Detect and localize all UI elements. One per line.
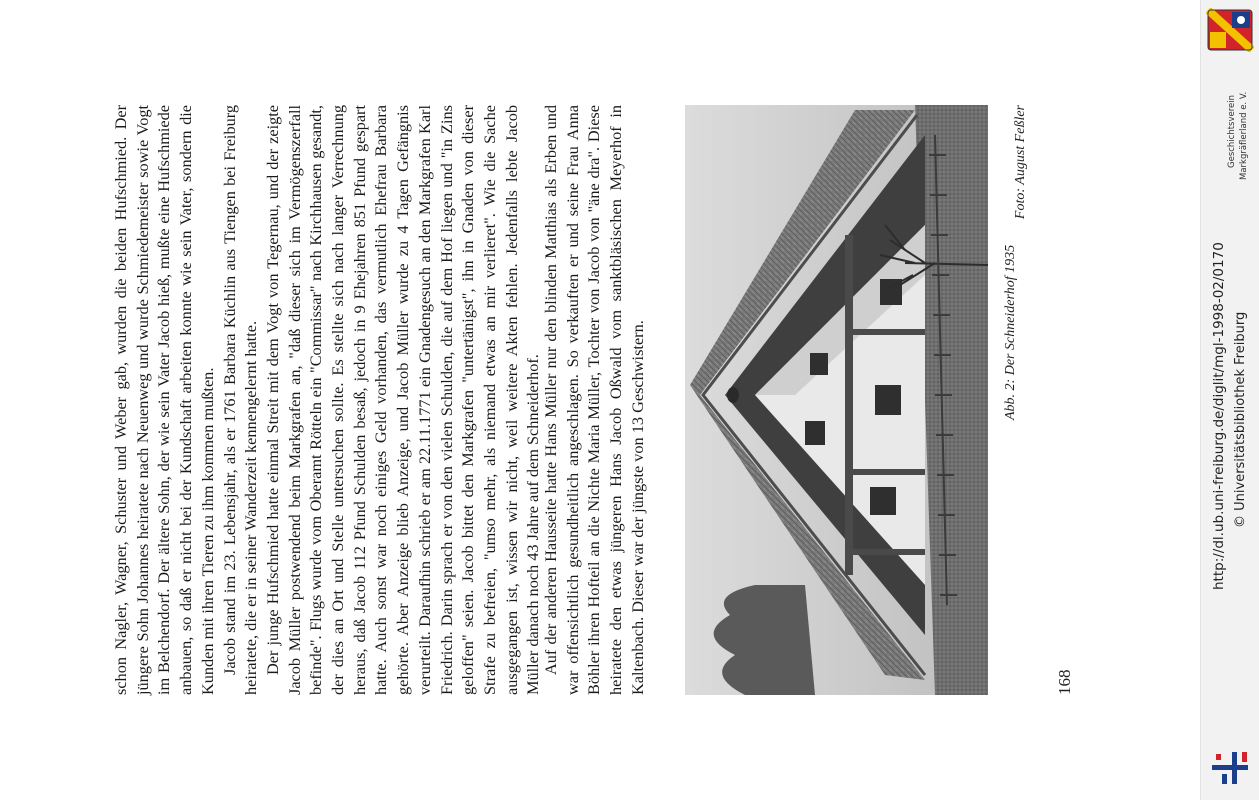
page-number: 168 xyxy=(1055,669,1074,695)
farmhouse-photo-image xyxy=(685,105,988,695)
body-text-column-top xyxy=(110,105,544,695)
viewer-sidebar xyxy=(1200,0,1259,800)
figure-caption: Abb. 2: Der Schneiderhof 1935 xyxy=(1003,244,1018,420)
paragraph-2: Jacob stand im 23. Lebensjahr, als er 1761 Barbara Küchlin aus Tiengen bei Freiburg heiratete, die er in seiner Wanderzeit kennengelernt hatte. xyxy=(219,105,261,695)
society-name-line2: Markgräflerland e. V. xyxy=(1239,91,1249,180)
figure-caption-area xyxy=(995,105,1035,695)
document-url-link[interactable]: http://dl.ub.uni-freiburg.de/diglit/mgl-1998-02/0170 xyxy=(1211,242,1227,590)
society-name-line1: Geschichtsverein xyxy=(1227,94,1237,168)
farmhouse-photo xyxy=(685,105,988,695)
society-crest-icon xyxy=(1206,8,1254,52)
paragraph-1: schon Nagler, Wagner, Schuster und Weber gab, wurden die beiden Hufschmied. Der jüngere Sohn Johannes heiratete nach Neuenweg und wurde Schmiedemeister sowie Vogt im Belchendorf. Der ältere Sohn, der wie sein Vater Jacob hieß, mußte eine Hufschmiede anbauen, so daß er nicht bei der Kundschaft arbeiten konnte wie sein Vater, sondern die Kunden mit ihren Tieren zu ihm kommen mußten. xyxy=(111,105,217,695)
photo-credit: Foto: August Feßler xyxy=(1013,105,1028,220)
ub-freiburg-logo-icon xyxy=(1208,748,1252,788)
sidebar-rotated-text xyxy=(1201,0,1259,800)
paragraph-4: Auf der anderen Hausseite hatte Hans Müller nur den blinden Matthias als Erben und war offensichtlich gesundheitlich angeschlagen. So verkauften er und seine Frau Anna Böhler ihren Hofteil an die Nichte Maria Müller, Tochter von Jacob von "äne dra". Diese heiratete den etwas jüngeren Hans Jacob Oßwald vom sanktbläsischen Meyerhof in Kaltenbach. Dieser war der jüngste von 13 Geschwistern. xyxy=(541,105,647,695)
copyright-notice: © Universitätsbibliothek Freiburg xyxy=(1233,311,1248,528)
paragraph-3: Der junge Hufschmied hatte einmal Streit mit dem Vogt von Tegernau, und der zeigte Jacob Müller postwendend beim Markgrafen an, "daß dieser sich im Vermögenszerfall befinde". Flugs wurde vom Oberamt Rötteln ein "Commissar" nach Kirchhausen gesandt, der dies an Ort und Stelle untersuchen sollte. Es stellte sich nach langer Verrechnung heraus, daß Jacob 112 Pfund Schulden besaß, jedoch in 9 Ehejahren 851 Pfund gespart hatte. Auch sonst war noch einiges Geld vorhanden, das vermutlich Ehefrau Barbara gehörte. Aber Anzeige blieb Anzeige, und Jacob Müller wurde zu 4 Tagen Gefängnis verurteilt. Daraufhin schrieb er am 22.11.1771 ein Gnadengesuch an den Markgrafen Karl Friedrich. Darin sprach er von den vielen Schulden, die auf dem Hof liegen und "in Zins geloffen" seien. Jacob bittet den Markgrafen "untertänigst", ihn in Gnaden von dieser Strafe zu befreien, "umso mehr, als niemand etwas an mir verlieret". Wie die Sache ausgegangen ist, wissen wir nicht, weil weitere Akten fehlen. Jedenfalls lebte Jacob Müller danach noch 43 Jahre auf dem Schneiderhof. xyxy=(262,105,543,695)
body-text-column-bottom xyxy=(540,105,649,695)
